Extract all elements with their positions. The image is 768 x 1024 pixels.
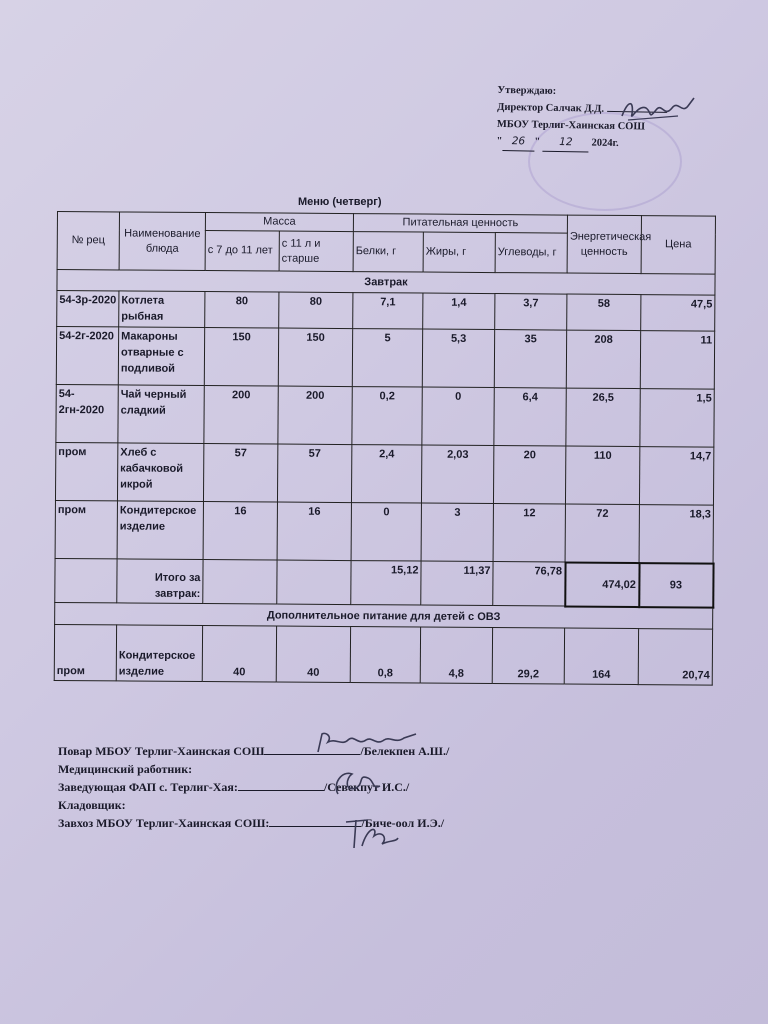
header-age-7-11: с 7 до 11 лет — [205, 231, 279, 272]
approval-title: Утверждаю: — [497, 84, 557, 97]
cook-name: /Белекпен А.Ш./ — [360, 744, 450, 758]
row-fat: 5,3 — [422, 329, 494, 388]
menu-title: Меню (четверг) — [298, 196, 382, 208]
store-label: Кладовщик: — [58, 798, 126, 812]
row-rec: 54-2гн-2020 — [56, 384, 118, 442]
total-rec-empty — [55, 558, 117, 602]
approval-date-day: 26 — [502, 133, 534, 152]
row-rec: пром — [55, 500, 117, 558]
row-carbs: 6,4 — [494, 388, 566, 447]
row-carbs: 12 — [493, 504, 565, 563]
row-mass-1: 150 — [204, 328, 278, 387]
fap-name: /Севекпут И.С./ — [323, 780, 410, 794]
row-rec: 54-2г-2020 — [56, 327, 118, 385]
total-label: Итого за завтрак: — [117, 559, 203, 604]
row-fat: 3 — [421, 503, 493, 562]
medic-line — [58, 760, 738, 778]
total-carbs: 76,78 — [493, 562, 565, 607]
fap-signature-line — [238, 778, 324, 791]
menu-table — [54, 211, 717, 685]
row-mass-1: 16 — [203, 502, 277, 561]
row-mass-2: 16 — [277, 502, 351, 561]
row-mass-2: 80 — [279, 292, 353, 329]
row-price: 11 — [640, 331, 714, 390]
table-row — [56, 384, 714, 447]
supply-signature — [338, 812, 402, 856]
supply-label: Завхоз МБОУ Терлиг-Хаинская СОШ: — [58, 816, 270, 830]
header-nutrition: Питательная ценность — [353, 214, 567, 233]
fap-line — [58, 778, 738, 796]
table-row — [57, 291, 715, 332]
row-name: Чай черный сладкий — [118, 385, 204, 444]
row-mass-1: 80 — [205, 292, 279, 329]
row-energy: 208 — [566, 330, 640, 389]
row-fat: 1,4 — [423, 293, 495, 330]
row-name: Кондитерское изделие — [116, 624, 202, 681]
row-price: 47,5 — [641, 295, 715, 332]
table-row — [56, 327, 714, 390]
approval-school: МБОУ Терлиг-Хаинская СОШ — [496, 118, 646, 133]
row-carbs: 20 — [493, 446, 565, 505]
row-protein: 5 — [352, 329, 422, 387]
header-energy: Энергетическая ценность — [567, 215, 641, 274]
table-row — [55, 500, 713, 563]
header-price: Цена — [641, 216, 715, 275]
row-mass-1: 40 — [202, 625, 276, 682]
row-fat: 0 — [422, 387, 494, 446]
approval-date-month: 12 — [543, 134, 589, 153]
row-protein: 0,2 — [352, 387, 422, 445]
total-row — [55, 558, 713, 607]
cook-signature — [312, 728, 422, 758]
director-signature — [618, 94, 698, 126]
row-energy: 72 — [565, 504, 639, 563]
row-mass-2: 200 — [278, 386, 352, 445]
row-energy: 26,5 — [566, 388, 640, 447]
row-rec: пром — [55, 442, 117, 500]
row-energy: 164 — [564, 628, 638, 685]
approval-date: " 26 " 12 2024г. — [496, 133, 736, 155]
row-price: 20,74 — [638, 628, 712, 685]
approval-block — [496, 82, 737, 155]
total-mass-2-empty — [277, 560, 351, 605]
fap-signature — [328, 764, 388, 804]
section-breakfast: Завтрак — [57, 270, 715, 296]
row-name: Макароны отварные с подливой — [118, 327, 204, 386]
header-row-1 — [57, 212, 715, 235]
row-fat: 2,03 — [421, 445, 493, 504]
row-energy: 110 — [565, 446, 639, 505]
row-carbs: 35 — [494, 330, 566, 389]
total-price: 93 — [639, 563, 713, 608]
table-row — [54, 624, 712, 685]
section-extra: Дополнительное питание для детей с ОВЗ — [55, 602, 713, 628]
fap-label: Заведующая ФАП с. Терлиг-Хая: — [58, 780, 238, 794]
row-mass-1: 200 — [204, 386, 278, 445]
row-carbs: 29,2 — [492, 627, 564, 684]
row-protein: 2,4 — [351, 445, 421, 503]
row-protein: 0,8 — [350, 626, 420, 682]
row-price: 1,5 — [640, 389, 714, 448]
row-name: Котлета рыбная — [119, 291, 205, 328]
total-protein: 15,12 — [351, 561, 421, 605]
row-price: 18,3 — [639, 505, 713, 564]
total-mass-1-empty — [203, 560, 277, 605]
table-row — [55, 442, 713, 505]
approval-date-year: 2024г. — [591, 137, 619, 150]
supply-name: /Биче-оол И.Э./ — [361, 816, 445, 830]
header-fat: Жиры, г — [423, 232, 495, 273]
row-name: Кондитерское изделие — [117, 501, 203, 560]
row-mass-2: 40 — [276, 626, 350, 683]
header-carbs: Углеводы, г — [495, 233, 567, 274]
total-energy: 474,02 — [565, 562, 639, 607]
row-rec: пром — [54, 624, 116, 680]
header-protein: Белки, г — [353, 232, 423, 272]
cook-label: Повар МБОУ Терлиг-Хаинская СОШ — [58, 744, 265, 758]
row-mass-2: 57 — [277, 444, 351, 503]
approval-director-label: Директор Салчак Д.Д. — [497, 101, 605, 115]
header-rec: № рец — [57, 212, 119, 270]
row-carbs: 3,7 — [495, 294, 567, 331]
row-mass-1: 57 — [203, 444, 277, 503]
total-fat: 11,37 — [421, 561, 493, 606]
medic-label: Медицинский работник: — [58, 762, 193, 776]
header-age-11-plus: с 11 л и старше — [279, 231, 353, 272]
row-protein: 7,1 — [353, 293, 423, 329]
row-rec: 54-3р-2020 — [57, 291, 119, 327]
row-price: 14,7 — [639, 447, 713, 506]
row-name: Хлеб с кабачковой икрой — [117, 443, 203, 502]
row-mass-2: 150 — [278, 328, 352, 387]
row-energy: 58 — [567, 294, 641, 331]
row-protein: 0 — [351, 503, 421, 561]
row-fat: 4,8 — [420, 627, 492, 684]
header-mass: Масса — [205, 213, 353, 232]
header-name: Наименование блюда — [119, 212, 205, 271]
